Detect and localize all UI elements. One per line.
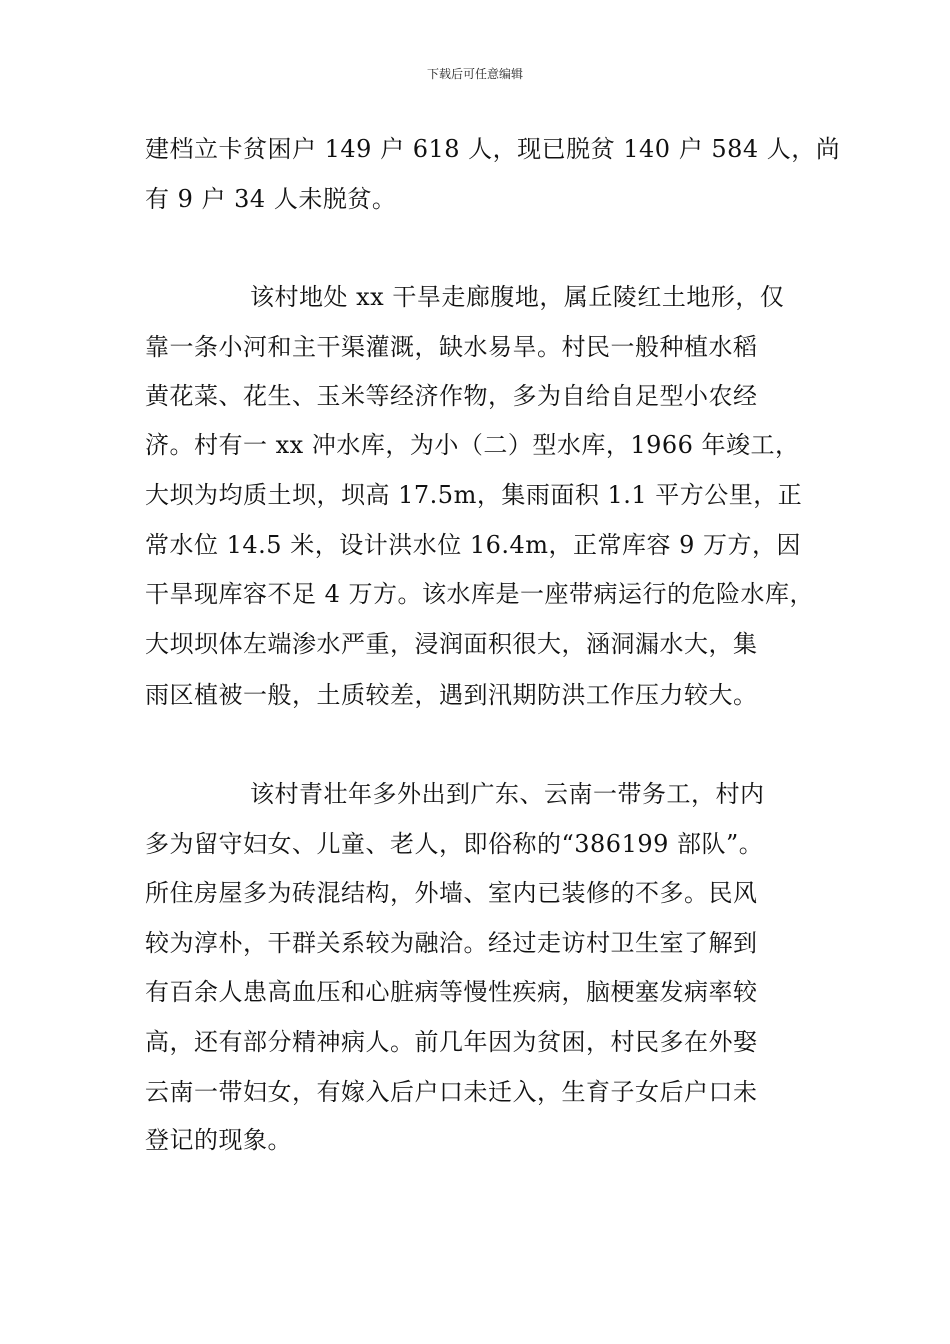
- page-header-note: 下载后可任意编辑: [426, 67, 523, 81]
- text-line: 有百余人患高血压和心脏病等慢性疾病，脑梗塞发病率较: [145, 978, 758, 1006]
- text-line: 该村地处 xx 干旱走廊腹地，属丘陵红土地形，仅: [250, 283, 785, 311]
- text-line: 干旱现库容不足 4 万方。该水库是一座带病运行的危险水库，: [145, 580, 815, 608]
- text-line: 高，还有部分精神病人。前几年因为贫困，村民多在外娶: [145, 1028, 758, 1056]
- text-line: 大坝为均质土坝，坝高 17.5m，集雨面积 1.1 平方公里，正: [145, 481, 803, 509]
- text-line: 云南一带妇女，有嫁入后户口未迁入，生育子女后户口未: [145, 1078, 758, 1106]
- text-line: 常水位 14.5 米，设计洪水位 16.4m，正常库容 9 万方，因: [145, 531, 802, 559]
- text-line: 较为淳朴，干群关系较为融洽。经过走访村卫生室了解到: [145, 929, 758, 957]
- text-line: 有 9 户 34 人未脱贫。: [145, 185, 397, 213]
- text-line: 雨区植被一般，土质较差，遇到汛期防洪工作压力较大。: [145, 681, 758, 709]
- text-line: 济。村有一 xx 冲水库，为小（二）型水库，1966 年竣工，: [145, 431, 800, 459]
- text-line: 所住房屋多为砖混结构，外墙、室内已装修的不多。民风: [145, 879, 758, 907]
- text-line: 登记的现象。: [145, 1126, 292, 1154]
- text-line: 黄花菜、花生、玉米等经济作物，多为自给自足型小农经: [145, 382, 758, 410]
- text-line: 该村青壮年多外出到广东、云南一带务工，村内: [250, 780, 765, 808]
- text-line: 靠一条小河和主干渠灌溉，缺水易旱。村民一般种植水稻: [145, 333, 758, 361]
- text-line: 大坝坝体左端渗水严重，浸润面积很大，涵洞漏水大，集: [145, 630, 758, 658]
- text-line: 建档立卡贫困户 149 户 618 人，现已脱贫 140 户 584 人，尚: [145, 135, 841, 163]
- text-line: 多为留守妇女、儿童、老人，即俗称的“386199 部队”。: [145, 830, 764, 858]
